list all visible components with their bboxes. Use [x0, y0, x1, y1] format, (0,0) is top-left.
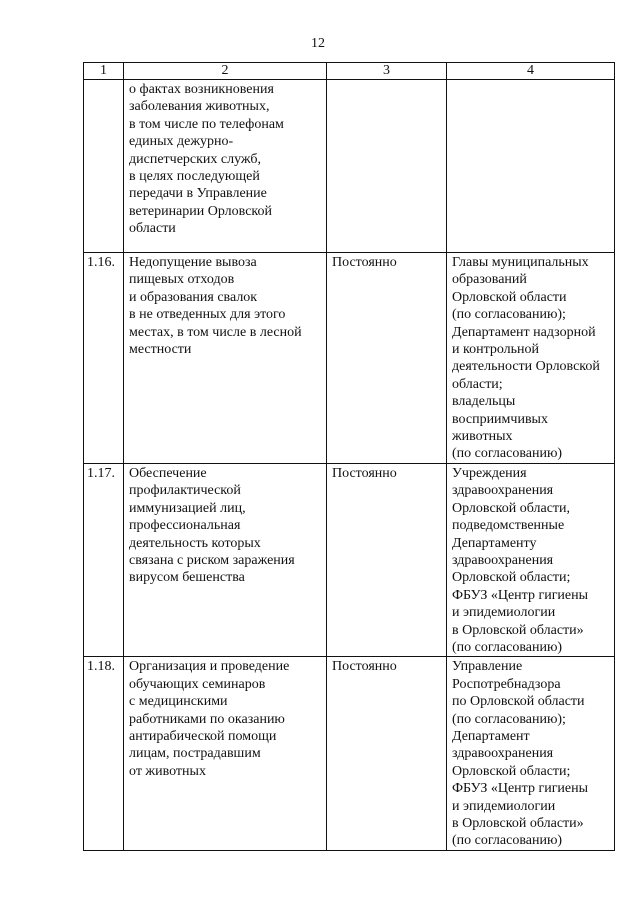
row-number-cell [84, 80, 124, 253]
table-header [84, 63, 615, 80]
row-number-cell [84, 253, 124, 464]
measure-text: о фактах возникновения заболевания животных, в том числе по телефонам единых дежурно- диспетчерских служб, в целях последующей передачи в Управление ветеринарии Орловской области [129, 82, 284, 237]
responsible-cell [447, 80, 615, 253]
page-number: 12 [311, 36, 325, 51]
measure-text: Обеспечение профилактической иммунизацией лиц, профессиональная деятельность которых связана с риском заражения вирусом бешенства [129, 465, 295, 586]
table-body [84, 80, 615, 851]
responsible-cell [447, 253, 615, 464]
measure-text: Организация и проведение обучающих семинаров с медицинскими работниками по оказанию антирабической помощи лицам, пострадавшим от животных [129, 659, 290, 779]
table-row [84, 463, 615, 656]
measures-table [83, 62, 615, 851]
table-row [84, 657, 615, 850]
term-text: Постоянно [332, 465, 397, 481]
table-row [84, 80, 615, 253]
responsible-cell [447, 463, 615, 656]
term-cell [327, 80, 447, 253]
measure-cell [124, 80, 327, 253]
row-number-cell [84, 657, 124, 850]
header-col-1: 1 [84, 63, 124, 80]
term-text: Постоянно [332, 255, 397, 270]
row-number: 1.18. [87, 659, 115, 675]
term-text: Постоянно [332, 659, 397, 675]
row-number: 1.16. [87, 255, 115, 270]
measure-cell [124, 463, 327, 656]
measure-cell [124, 657, 327, 850]
responsible-text: Управление Роспотребнадзора по Орловской области (по согласованию); Департамент здравоохранения Орловской области; ФБУЗ «Центр гигиены и эпидемиологии в Орловской области» (по согласованию) [452, 659, 589, 849]
responsible-text: Учреждения здравоохранения Орловской области, подведомственные Департаменту здравоохранения Орловской области; ФБУЗ «Центр гигиены и эпидемиологии в Орловской области» (по согласованию) [452, 465, 589, 655]
row-number-cell [84, 463, 124, 656]
term-cell [327, 657, 447, 850]
table-row [84, 253, 615, 464]
header-row [84, 63, 615, 80]
header-col-3: 3 [327, 63, 447, 80]
term-cell [327, 463, 447, 656]
header-col-4: 4 [447, 63, 615, 80]
row-number: 1.17. [87, 465, 115, 481]
term-cell [327, 253, 447, 464]
measure-cell [124, 253, 327, 464]
measure-text: Недопущение вывоза пищевых отходов и образования свалок в не отведенных для этого местах, в том числе в лесной местности [129, 255, 302, 358]
responsible-text: Главы муниципальных образований Орловской области (по согласованию); Департамент надзорной и контрольной деятельности Орловской области; владельцы восприимчивых животных (по согласованию) [452, 255, 600, 462]
header-col-2: 2 [124, 63, 327, 80]
responsible-cell [447, 657, 615, 850]
